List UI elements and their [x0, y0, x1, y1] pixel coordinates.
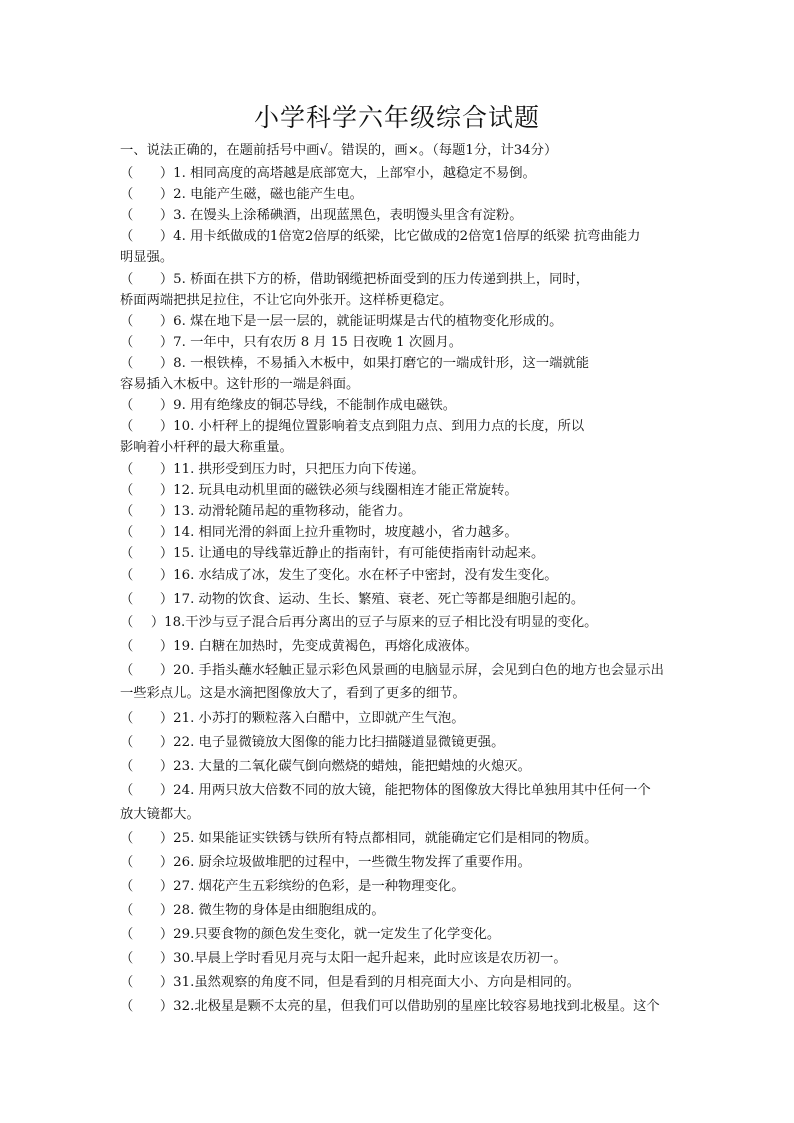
question-line: （ ）11. 拱形受到压力时，只把压力向下传递。 [120, 462, 425, 477]
question-line: 一些彩点儿。这是水滴把图像放大了，看到了更多的细节。 [120, 686, 466, 701]
question-line: （ ）1. 相同高度的高塔越是底部宽大，上部窄小，越稳定不易倒。 [120, 166, 536, 181]
question-line: （ ）17. 动物的饮食、运动、生长、繁殖、衰老、死亡等都是细胞引起的。 [120, 592, 585, 607]
question-line: （ ）4. 用卡纸做成的1倍宽2倍厚的纸梁，比它做成的2倍宽1倍厚的纸梁 抗弯曲能力 [120, 229, 641, 244]
question-line: （ ）31.虽然观察的角度不同，但是看到的月相亮面大小、方向是相同的。 [120, 975, 580, 990]
question-line: （ ）8. 一根铁棒，不易插入木板中，如果打磨它的一端成针形，这一端就能 [120, 356, 590, 371]
question-line: （ ）25. 如果能证实铁锈与铁所有特点都相同，就能确定它们是相同的物质。 [120, 831, 598, 846]
question-line: （ ）2. 电能产生磁，磁也能产生电。 [120, 187, 363, 202]
question-line: （ ）19. 白糖在加热时，先变成黄褐色，再熔化成液体。 [120, 639, 478, 654]
question-line: 明显强。 [120, 250, 174, 265]
page-title: 小学科学六年级综合试题 [253, 103, 540, 132]
question-line: （ ）27. 烟花产生五彩缤纷的色彩，是一种物理变化。 [120, 879, 465, 894]
question-line: 放大镜都大。 [120, 807, 200, 822]
question-line: （ ）18.干沙与豆子混合后再分离出的豆子与原来的豆子相比没有明显的变化。 [120, 615, 598, 630]
question-line: （ ）32.北极星是颗不太亮的星，但我们可以借助别的星座比较容易地找到北极星。这个 [120, 999, 660, 1014]
question-line: （ ）13. 动滑轮随吊起的重物移动，能省力。 [120, 504, 412, 519]
question-line: （ ）15. 让通电的导线靠近静止的指南针，有可能使指南针动起来。 [120, 546, 545, 561]
question-line: 桥面两端把拱足拉住，不让它向外张开。这样桥更稳定。 [120, 293, 453, 308]
question-line: （ ）26. 厨余垃圾做堆肥的过程中，一些微生物发挥了重要作用。 [120, 855, 531, 870]
question-line: （ ）21. 小苏打的颗粒落入白醋中，立即就产生气泡。 [120, 711, 465, 726]
question-line: （ ）24. 用两只放大倍数不同的放大镜，能把物体的图像放大得比单独用其中任何一个 [120, 783, 651, 798]
question-line: 影响着小杆秤的最大称重量。 [120, 440, 293, 455]
question-line: （ ）28. 微生物的身体是由细胞组成的。 [120, 903, 385, 918]
question-line: （ ）23. 大量的二氧化碳气倒向燃烧的蜡烛，能把蜡烛的火熄灭。 [120, 759, 531, 774]
question-line: （ ）10. 小杆秤上的提绳位置影响着支点到阻力点、到用力点的长度，所以 [120, 419, 585, 434]
question-line: （ ）29.只要食物的颜色发生变化，就一定发生了化学变化。 [120, 927, 501, 942]
question-line: 容易插入木板中。这针形的一端是斜面。 [120, 377, 360, 392]
question-line: （ ）3. 在馒头上涂稀碘酒，出现蓝黑色，表明馒头里含有淀粉。 [120, 208, 523, 223]
question-line: （ ）30.早晨上学时看见月亮与太阳一起升起来，此时应该是农历初一。 [120, 951, 567, 966]
question-line: （ ）5. 桥面在拱下方的桥，借助钢缆把桥面受到的压力传递到拱上，同时， [120, 272, 590, 287]
section-heading: 一、说法正确的，在题前括号中画√。错误的，画×。（每题1分，计34分） [120, 143, 558, 158]
question-line: （ ）9. 用有绝缘皮的铜芯导线，不能制作成电磁铁。 [120, 398, 457, 413]
question-line: （ ）12. 玩具电动机里面的磁铁必须与线圈相连才能正常旋转。 [120, 483, 518, 498]
question-line: （ ）16. 水结成了冰，发生了变化。水在杯子中密封，没有发生变化。 [120, 568, 558, 583]
question-line: （ ）22. 电子显微镜放大图像的能力比扫描隧道显微镜更强。 [120, 735, 505, 750]
question-line: （ ）6. 煤在地下是一层一层的，就能证明煤是古代的植物变化形成的。 [120, 314, 563, 329]
question-line: （ ）20. 手指头蘸水轻触正显示彩色风景画的电脑显示屏，会见到白色的地方也会显示出 [120, 663, 664, 678]
question-line: （ ）7. 一年中，只有农历 8 月 15 日夜晚 1 次圆月。 [120, 335, 463, 350]
question-line: （ ）14. 相同光滑的斜面上拉升重物时，坡度越小，省力越多。 [120, 525, 518, 540]
